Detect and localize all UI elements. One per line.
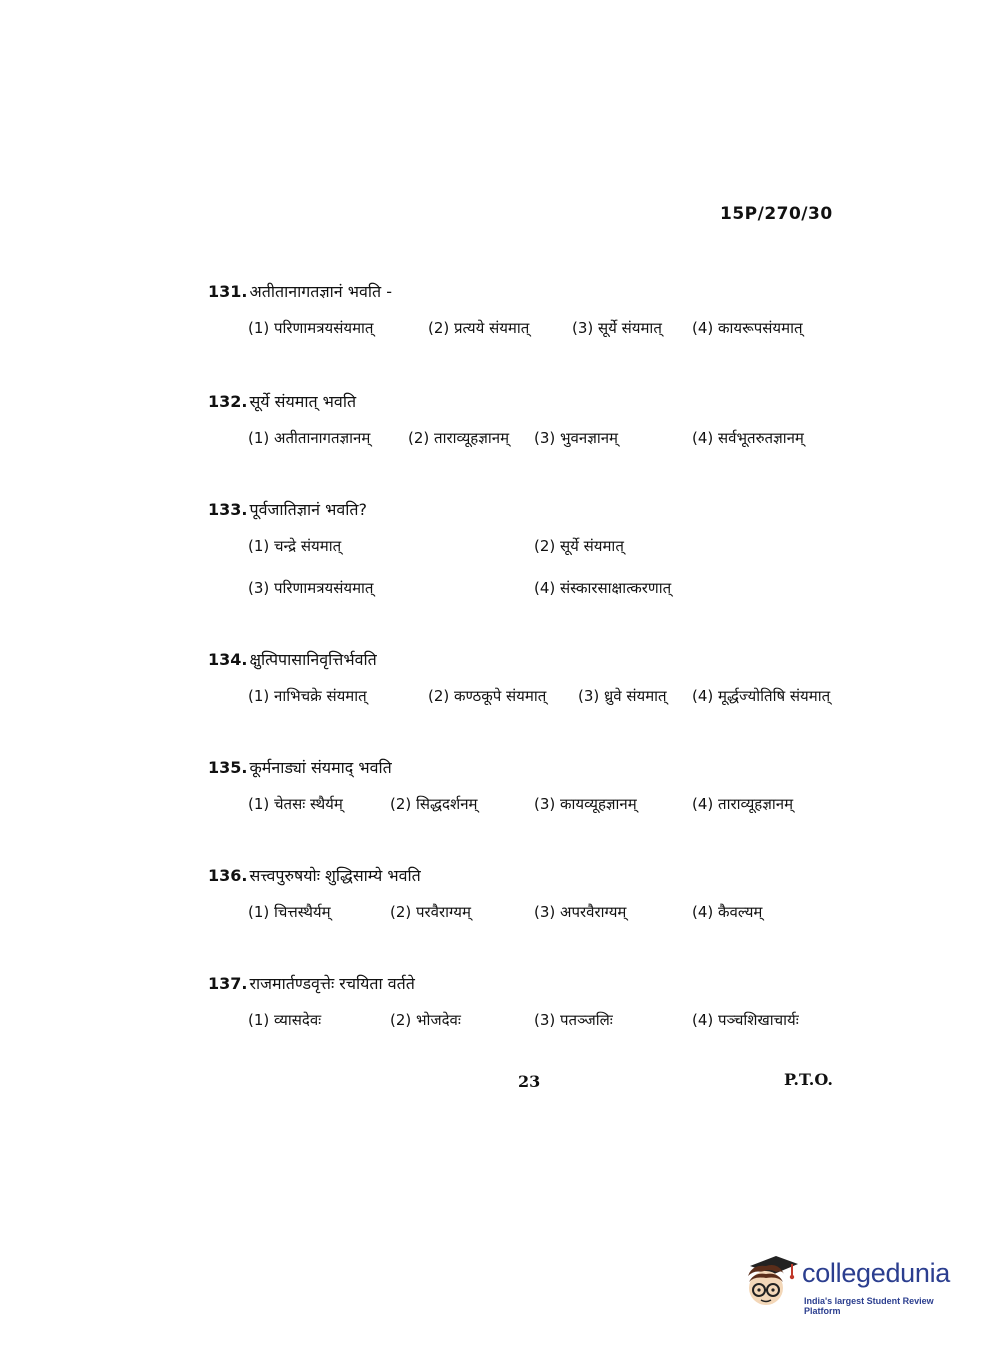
- question-text: सत्त्वपुरुषयोः शुद्धिसाम्ये भवति: [249, 866, 421, 885]
- question-number: 134.: [208, 650, 248, 669]
- option-4: (4) पञ्चशिखाचार्यः: [692, 1011, 799, 1029]
- question-137: [208, 972, 848, 1038]
- option-1: (1) नाभिचक्रे संयमात्: [248, 687, 367, 705]
- question-text: कूर्मनाड्यां संयमाद् भवति: [249, 758, 392, 777]
- option-2: (2) सिद्धदर्शनम्: [390, 795, 478, 813]
- option-row: [208, 686, 848, 714]
- question-number: 136.: [208, 866, 248, 885]
- paper-code: 15P/270/30: [720, 204, 833, 224]
- option-4: (4) मूर्द्धज्योतिषि संयमात्: [692, 687, 831, 705]
- question-stem: [208, 864, 848, 888]
- question-136: [208, 864, 848, 930]
- question-number: 133.: [208, 500, 248, 519]
- option-2: (2) सूर्ये संयमात्: [534, 537, 624, 555]
- brand-name: collegedunia: [802, 1258, 951, 1288]
- question-stem: [208, 648, 848, 672]
- question-number: 132.: [208, 392, 248, 411]
- option-row: [208, 318, 848, 346]
- option-row: [208, 794, 848, 822]
- option-3: (3) ध्रुवे संयमात्: [578, 687, 667, 705]
- option-2: (2) प्रत्यये संयमात्: [428, 319, 530, 337]
- graduate-mascot-icon: [742, 1252, 800, 1310]
- question-number: 131.: [208, 282, 248, 301]
- option-3: (3) भुवनज्ञानम्: [534, 429, 619, 447]
- question-text: सूर्ये संयमात् भवति: [249, 392, 357, 411]
- question-133: [208, 498, 848, 620]
- option-1: (1) चेतसः स्थैर्यम्: [248, 795, 343, 813]
- option-3: (3) अपरवैराग्यम्: [534, 903, 627, 921]
- option-row: [208, 902, 848, 930]
- option-4: (4) कैवल्यम्: [692, 903, 763, 921]
- option-1: (1) चन्द्रे संयमात्: [248, 537, 342, 555]
- question-text: राजमार्तण्डवृत्तेः रचयिता वर्तते: [249, 974, 415, 993]
- collegedunia-logo: [742, 1250, 972, 1320]
- question-132: [208, 390, 848, 456]
- option-3: (3) कायव्यूहज्ञानम्: [534, 795, 637, 813]
- question-stem: [208, 280, 848, 304]
- question-131: [208, 280, 848, 346]
- option-row: [208, 428, 848, 456]
- option-1: (1) अतीतानागतज्ञानम्: [248, 429, 371, 447]
- option-1: (1) परिणामत्रयसंयमात्: [248, 319, 374, 337]
- question-stem: [208, 756, 848, 780]
- option-2: (2) परवैराग्यम्: [390, 903, 471, 921]
- question-number: 135.: [208, 758, 248, 777]
- option-4: (4) कायरूपसंयमात्: [692, 319, 803, 337]
- option-2: (2) भोजदेवः: [390, 1011, 461, 1029]
- option-2: (2) ताराव्यूहज्ञानम्: [408, 429, 510, 447]
- question-stem: [208, 390, 848, 414]
- question-number: 137.: [208, 974, 248, 993]
- option-3: (3) सूर्ये संयमात्: [572, 319, 662, 337]
- option-4: (4) ताराव्यूहज्ञानम्: [692, 795, 794, 813]
- option-grid: [208, 536, 848, 620]
- question-text: अतीतानागतज्ञानं भवति -: [249, 282, 393, 301]
- question-134: [208, 648, 848, 714]
- option-1: (1) चित्तस्थैर्यम्: [248, 903, 331, 921]
- option-4: (4) सर्वभूतरुतज्ञानम्: [692, 429, 804, 447]
- question-135: [208, 756, 848, 822]
- pto-label: P.T.O.: [784, 1070, 833, 1089]
- option-row: [208, 1010, 848, 1038]
- option-4: (4) संस्कारसाक्षात्करणात्: [534, 579, 672, 597]
- question-text: पूर्वजातिज्ञानं भवति?: [249, 500, 368, 519]
- brand-tagline: India's largest Student Review Platform: [804, 1296, 934, 1316]
- page-number: 23: [518, 1072, 541, 1091]
- question-stem: [208, 972, 848, 996]
- option-1: (1) व्यासदेवः: [248, 1011, 322, 1029]
- option-3: (3) पतञ्जलिः: [534, 1011, 613, 1029]
- option-2: (2) कण्ठकूपे संयमात्: [428, 687, 547, 705]
- question-stem: [208, 498, 848, 522]
- option-3: (3) परिणामत्रयसंयमात्: [248, 579, 374, 597]
- question-text: क्षुत्पिपासानिवृत्तिर्भवति: [249, 650, 377, 669]
